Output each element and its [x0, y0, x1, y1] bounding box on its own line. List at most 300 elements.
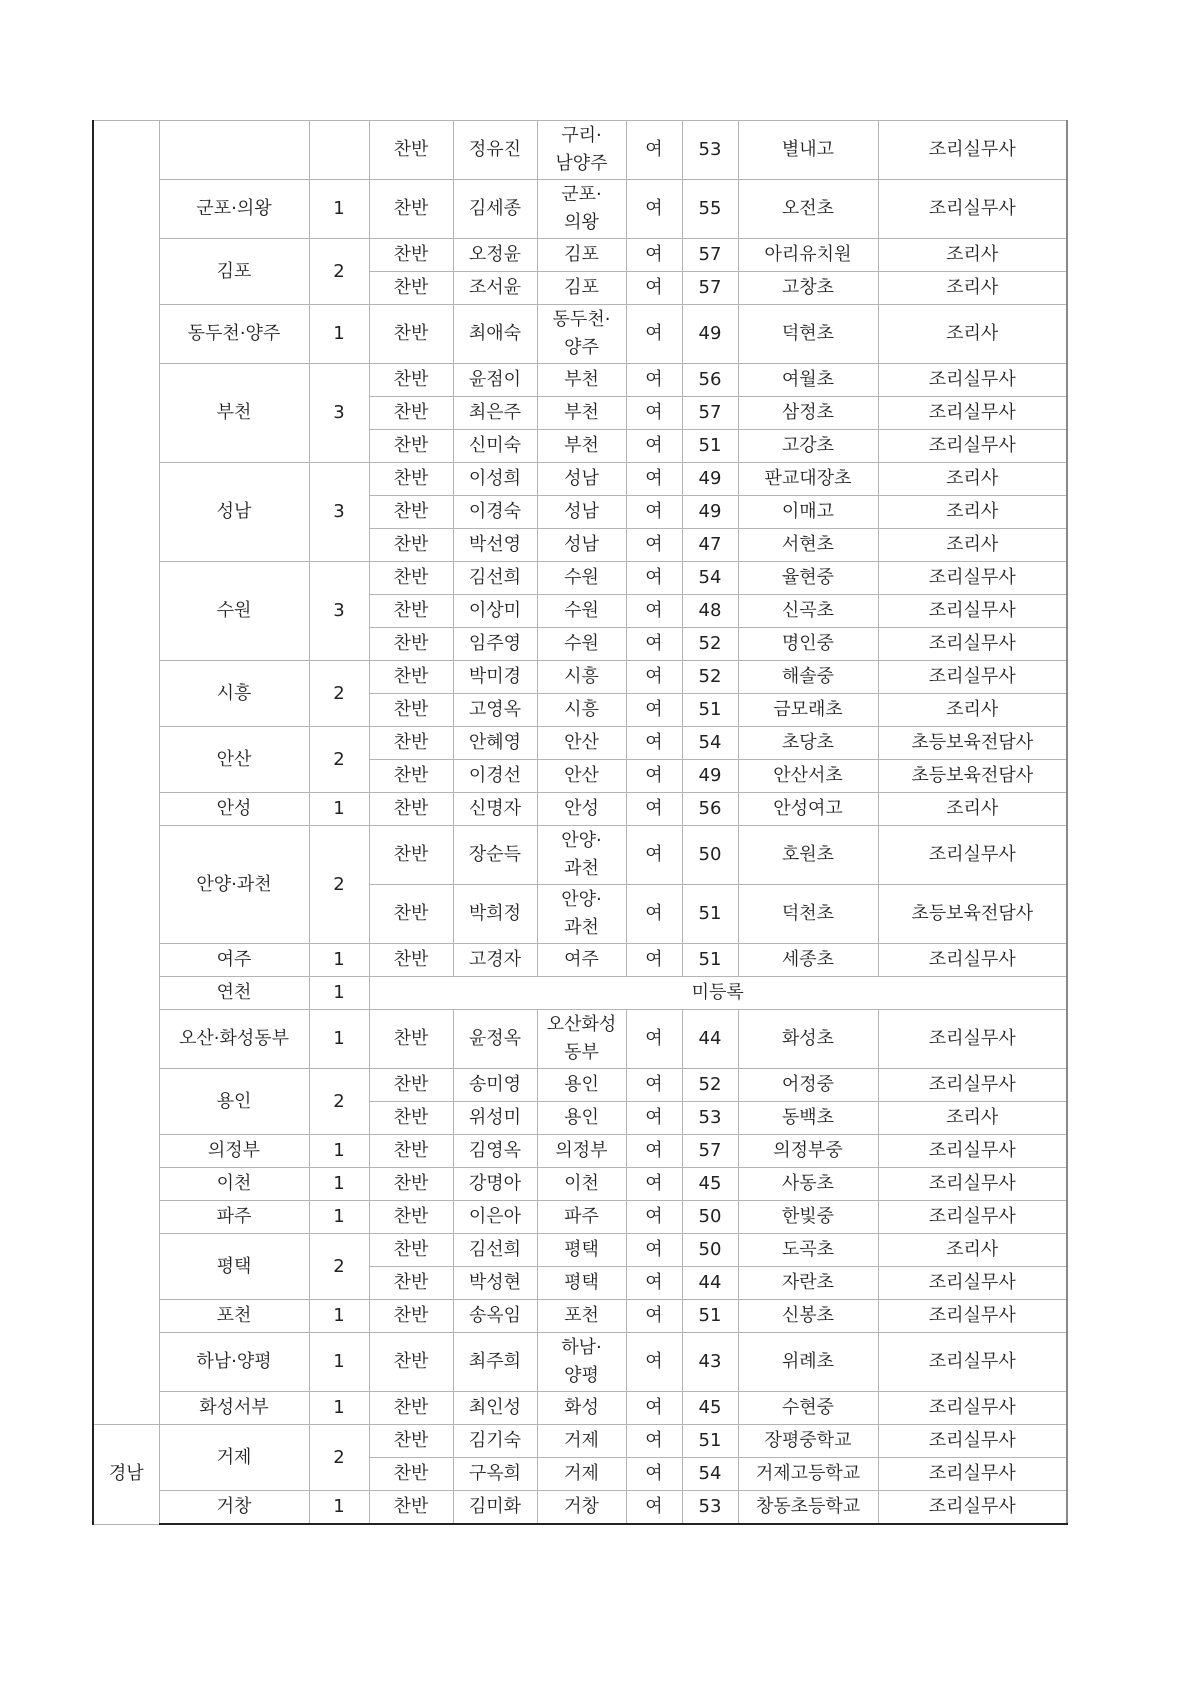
- name-cell: 최애숙: [453, 305, 537, 364]
- job-cell: 조리실무사: [878, 121, 1067, 180]
- area-cell: 김포: [159, 239, 309, 305]
- area-cell: 안성: [159, 793, 309, 826]
- name-cell: 오정윤: [453, 239, 537, 272]
- school-cell: 별내고: [738, 121, 878, 180]
- sex-cell: 여: [626, 180, 682, 239]
- age-cell: 51: [682, 1300, 738, 1333]
- branch-cell: [537, 826, 626, 885]
- table-row: [93, 180, 1067, 239]
- job-cell: 조리사: [878, 1102, 1067, 1135]
- sex-cell: 여: [626, 1234, 682, 1267]
- count-cell: 2: [309, 1069, 369, 1135]
- age-cell: 50: [682, 1201, 738, 1234]
- branch-cell: [537, 1333, 626, 1392]
- job-cell: 초등보육전담사: [878, 727, 1067, 760]
- sex-cell: 여: [626, 1425, 682, 1458]
- sex-cell: 여: [626, 694, 682, 727]
- school-cell: 사동초: [738, 1168, 878, 1201]
- school-cell: 동백초: [738, 1102, 878, 1135]
- job-cell: 조리사: [878, 463, 1067, 496]
- school-cell: 신봉초: [738, 1300, 878, 1333]
- name-cell: 박선영: [453, 529, 537, 562]
- job-cell: 조리실무사: [878, 595, 1067, 628]
- name-cell: 김선희: [453, 562, 537, 595]
- branch-cell: 부천: [537, 397, 626, 430]
- vote-type-cell: 찬반: [369, 1392, 453, 1425]
- region-cell: 경남: [93, 1425, 159, 1525]
- name-cell: 윤정옥: [453, 1010, 537, 1069]
- school-cell: 판교대장초: [738, 463, 878, 496]
- school-cell: 율현중: [738, 562, 878, 595]
- age-cell: 57: [682, 397, 738, 430]
- vote-type-cell: 찬반: [369, 305, 453, 364]
- branch-cell: [537, 180, 626, 239]
- name-cell: 신미숙: [453, 430, 537, 463]
- branch-cell-text: 안양· 과천: [561, 830, 602, 879]
- branch-cell: 여주: [537, 944, 626, 977]
- area-cell: 시흥: [159, 661, 309, 727]
- branch-cell: 안산: [537, 760, 626, 793]
- area-cell: 오산·화성동부: [159, 1010, 309, 1069]
- age-cell: 57: [682, 239, 738, 272]
- vote-type-cell: 찬반: [369, 628, 453, 661]
- sex-cell: 여: [626, 1300, 682, 1333]
- count-cell: 1: [309, 180, 369, 239]
- job-cell: 조리실무사: [878, 1425, 1067, 1458]
- table-row: [93, 1300, 1067, 1333]
- name-cell: 이경선: [453, 760, 537, 793]
- table-row: [93, 305, 1067, 364]
- area-cell: 의정부: [159, 1135, 309, 1168]
- job-cell: 조리실무사: [878, 1168, 1067, 1201]
- job-cell: 조리실무사: [878, 826, 1067, 885]
- age-cell: 57: [682, 1135, 738, 1168]
- table-row: [93, 661, 1067, 694]
- vote-type-cell: 찬반: [369, 1425, 453, 1458]
- branch-cell: [537, 121, 626, 180]
- school-cell: 수현중: [738, 1392, 878, 1425]
- sex-cell: 여: [626, 272, 682, 305]
- sex-cell: 여: [626, 826, 682, 885]
- job-cell: 조리실무사: [878, 628, 1067, 661]
- table-row: [93, 977, 1067, 1010]
- job-cell: 조리실무사: [878, 661, 1067, 694]
- count-cell: 1: [309, 1135, 369, 1168]
- sex-cell: 여: [626, 239, 682, 272]
- vote-type-cell: 찬반: [369, 364, 453, 397]
- sex-cell: 여: [626, 121, 682, 180]
- school-cell: 서현초: [738, 529, 878, 562]
- sex-cell: 여: [626, 885, 682, 944]
- name-cell: 김기숙: [453, 1425, 537, 1458]
- branch-cell: 용인: [537, 1102, 626, 1135]
- age-cell: 54: [682, 727, 738, 760]
- table-row: [93, 1010, 1067, 1069]
- sex-cell: 여: [626, 628, 682, 661]
- count-cell: 1: [309, 1010, 369, 1069]
- sex-cell: 여: [626, 1102, 682, 1135]
- count-cell: 1: [309, 1333, 369, 1392]
- age-cell: 52: [682, 628, 738, 661]
- branch-cell: 거창: [537, 1491, 626, 1525]
- vote-type-cell: 찬반: [369, 1491, 453, 1525]
- job-cell: 조리실무사: [878, 1010, 1067, 1069]
- area-cell: 화성서부: [159, 1392, 309, 1425]
- job-cell: 조리실무사: [878, 364, 1067, 397]
- branch-cell: 시흥: [537, 694, 626, 727]
- vote-type-cell: 찬반: [369, 661, 453, 694]
- job-cell: 조리실무사: [878, 1201, 1067, 1234]
- name-cell: 신명자: [453, 793, 537, 826]
- table-row: [93, 364, 1067, 397]
- age-cell: 47: [682, 529, 738, 562]
- area-cell: 부천: [159, 364, 309, 463]
- school-cell: 도곡초: [738, 1234, 878, 1267]
- vote-type-cell: 찬반: [369, 272, 453, 305]
- job-cell: 조리사: [878, 694, 1067, 727]
- school-cell: 이매고: [738, 496, 878, 529]
- vote-type-cell: 찬반: [369, 397, 453, 430]
- vote-type-cell: 찬반: [369, 1333, 453, 1392]
- sex-cell: 여: [626, 1333, 682, 1392]
- count-cell: 2: [309, 1234, 369, 1300]
- age-cell: 53: [682, 1491, 738, 1525]
- vote-type-cell: 찬반: [369, 1069, 453, 1102]
- vote-type-cell: 찬반: [369, 1300, 453, 1333]
- area-cell: 파주: [159, 1201, 309, 1234]
- branch-cell: 거제: [537, 1425, 626, 1458]
- sex-cell: 여: [626, 944, 682, 977]
- table-row: [93, 463, 1067, 496]
- count-cell: 3: [309, 364, 369, 463]
- vote-type-cell: 찬반: [369, 562, 453, 595]
- age-cell: 55: [682, 180, 738, 239]
- job-cell: 조리실무사: [878, 1069, 1067, 1102]
- sex-cell: 여: [626, 1069, 682, 1102]
- name-cell: 이경숙: [453, 496, 537, 529]
- job-cell: 조리실무사: [878, 397, 1067, 430]
- count-cell: 2: [309, 1425, 369, 1491]
- age-cell: 49: [682, 760, 738, 793]
- age-cell: 50: [682, 826, 738, 885]
- count-cell: 2: [309, 727, 369, 793]
- vote-type-cell: 찬반: [369, 1168, 453, 1201]
- school-cell: 덕현초: [738, 305, 878, 364]
- branch-cell-text: 오산화성 동부: [546, 1014, 617, 1063]
- table-row: [93, 1069, 1067, 1102]
- branch-cell: 부천: [537, 364, 626, 397]
- branch-cell: 용인: [537, 1069, 626, 1102]
- age-cell: 45: [682, 1392, 738, 1425]
- area-cell: 수원: [159, 562, 309, 661]
- name-cell: 구옥희: [453, 1458, 537, 1491]
- age-cell: 49: [682, 463, 738, 496]
- branch-cell: 파주: [537, 1201, 626, 1234]
- candidate-table-page: [92, 120, 1066, 1525]
- age-cell: 53: [682, 1102, 738, 1135]
- age-cell: 49: [682, 305, 738, 364]
- name-cell: 송미영: [453, 1069, 537, 1102]
- age-cell: 51: [682, 885, 738, 944]
- name-cell: 안혜영: [453, 727, 537, 760]
- sex-cell: 여: [626, 1392, 682, 1425]
- school-cell: 여월초: [738, 364, 878, 397]
- count-cell: 1: [309, 1491, 369, 1525]
- name-cell: 임주영: [453, 628, 537, 661]
- table-row: [93, 1425, 1067, 1458]
- age-cell: 44: [682, 1267, 738, 1300]
- school-cell: 명인중: [738, 628, 878, 661]
- sex-cell: 여: [626, 793, 682, 826]
- school-cell: 금모래초: [738, 694, 878, 727]
- branch-cell: 시흥: [537, 661, 626, 694]
- branch-cell: 포천: [537, 1300, 626, 1333]
- area-cell: 안산: [159, 727, 309, 793]
- region-cell: [93, 121, 159, 1425]
- job-cell: 초등보육전담사: [878, 760, 1067, 793]
- name-cell: 위성미: [453, 1102, 537, 1135]
- name-cell: 조서윤: [453, 272, 537, 305]
- vote-type-cell: 찬반: [369, 885, 453, 944]
- branch-cell: 김포: [537, 239, 626, 272]
- job-cell: 조리사: [878, 529, 1067, 562]
- name-cell: 고영옥: [453, 694, 537, 727]
- sex-cell: 여: [626, 595, 682, 628]
- branch-cell: 안산: [537, 727, 626, 760]
- school-cell: 안성여고: [738, 793, 878, 826]
- sex-cell: 여: [626, 364, 682, 397]
- branch-cell: 평택: [537, 1234, 626, 1267]
- count-cell: 1: [309, 1201, 369, 1234]
- table-row: [93, 944, 1067, 977]
- school-cell: 호원초: [738, 826, 878, 885]
- age-cell: 48: [682, 595, 738, 628]
- table-row: [93, 1491, 1067, 1525]
- branch-cell: 부천: [537, 430, 626, 463]
- age-cell: 52: [682, 661, 738, 694]
- branch-cell: 성남: [537, 463, 626, 496]
- job-cell: 조리실무사: [878, 944, 1067, 977]
- table-row: [93, 1333, 1067, 1392]
- vote-type-cell: 찬반: [369, 239, 453, 272]
- school-cell: 삼정초: [738, 397, 878, 430]
- table-row: [93, 826, 1067, 885]
- school-cell: 장평중학교: [738, 1425, 878, 1458]
- area-cell: 하남·양평: [159, 1333, 309, 1392]
- school-cell: 위례초: [738, 1333, 878, 1392]
- sex-cell: 여: [626, 1201, 682, 1234]
- vote-type-cell: 찬반: [369, 1201, 453, 1234]
- school-cell: 의정부중: [738, 1135, 878, 1168]
- age-cell: 51: [682, 694, 738, 727]
- table-row: [93, 562, 1067, 595]
- vote-type-cell: 찬반: [369, 1458, 453, 1491]
- age-cell: 43: [682, 1333, 738, 1392]
- school-cell: 신곡초: [738, 595, 878, 628]
- vote-type-cell: 찬반: [369, 121, 453, 180]
- area-cell: 연천: [159, 977, 309, 1010]
- sex-cell: 여: [626, 1010, 682, 1069]
- count-cell: 1: [309, 1300, 369, 1333]
- area-cell: 성남: [159, 463, 309, 562]
- vote-type-cell: 찬반: [369, 1102, 453, 1135]
- area-cell: 거제: [159, 1425, 309, 1491]
- vote-type-cell: 찬반: [369, 727, 453, 760]
- count-cell: 1: [309, 1168, 369, 1201]
- sex-cell: 여: [626, 760, 682, 793]
- name-cell: 박성현: [453, 1267, 537, 1300]
- branch-cell: 평택: [537, 1267, 626, 1300]
- area-cell: 평택: [159, 1234, 309, 1300]
- school-cell: 한빛중: [738, 1201, 878, 1234]
- age-cell: 49: [682, 496, 738, 529]
- area-cell: 포천: [159, 1300, 309, 1333]
- count-cell: 3: [309, 463, 369, 562]
- vote-type-cell: 찬반: [369, 826, 453, 885]
- job-cell: 조리실무사: [878, 180, 1067, 239]
- candidate-table: [92, 120, 1068, 1525]
- table-row: [93, 793, 1067, 826]
- name-cell: 김세종: [453, 180, 537, 239]
- name-cell: 정유진: [453, 121, 537, 180]
- age-cell: 56: [682, 793, 738, 826]
- area-cell: 군포·의왕: [159, 180, 309, 239]
- name-cell: 이성희: [453, 463, 537, 496]
- count-cell: 1: [309, 977, 369, 1010]
- school-cell: 자란초: [738, 1267, 878, 1300]
- school-cell: 덕천초: [738, 885, 878, 944]
- name-cell: 최은주: [453, 397, 537, 430]
- sex-cell: 여: [626, 1458, 682, 1491]
- age-cell: 56: [682, 364, 738, 397]
- name-cell: 송옥임: [453, 1300, 537, 1333]
- job-cell: 조리사: [878, 496, 1067, 529]
- branch-cell: 이천: [537, 1168, 626, 1201]
- job-cell: 조리사: [878, 239, 1067, 272]
- age-cell: 54: [682, 562, 738, 595]
- area-cell: 거창: [159, 1491, 309, 1525]
- name-cell: 최주희: [453, 1333, 537, 1392]
- branch-cell: 화성: [537, 1392, 626, 1425]
- name-cell: 박미경: [453, 661, 537, 694]
- vote-type-cell: 찬반: [369, 529, 453, 562]
- job-cell: 조리사: [878, 1234, 1067, 1267]
- branch-cell-text: 동두천· 양주: [552, 309, 611, 358]
- name-cell: 김영옥: [453, 1135, 537, 1168]
- branch-cell-text: 군포· 의왕: [561, 184, 602, 233]
- vote-type-cell: 찬반: [369, 180, 453, 239]
- sex-cell: 여: [626, 1267, 682, 1300]
- branch-cell: 김포: [537, 272, 626, 305]
- school-cell: 창동초등학교: [738, 1491, 878, 1525]
- name-cell: 김미화: [453, 1491, 537, 1525]
- table-row: [93, 1201, 1067, 1234]
- vote-type-cell: 찬반: [369, 1135, 453, 1168]
- school-cell: 안산서초: [738, 760, 878, 793]
- branch-cell: 거제: [537, 1458, 626, 1491]
- age-cell: 44: [682, 1010, 738, 1069]
- branch-cell: 안성: [537, 793, 626, 826]
- age-cell: 45: [682, 1168, 738, 1201]
- count-cell: 3: [309, 562, 369, 661]
- school-cell: 고창초: [738, 272, 878, 305]
- job-cell: 조리실무사: [878, 1267, 1067, 1300]
- name-cell: 최인성: [453, 1392, 537, 1425]
- job-cell: 조리실무사: [878, 1333, 1067, 1392]
- branch-cell-text: 구리· 남양주: [555, 125, 608, 174]
- table-row: [93, 1135, 1067, 1168]
- sex-cell: 여: [626, 1168, 682, 1201]
- unregistered-cell: 미등록: [369, 977, 1067, 1010]
- table-row: [93, 121, 1067, 180]
- name-cell: 이은아: [453, 1201, 537, 1234]
- branch-cell: 성남: [537, 529, 626, 562]
- vote-type-cell: 찬반: [369, 496, 453, 529]
- school-cell: 해솔중: [738, 661, 878, 694]
- sex-cell: 여: [626, 529, 682, 562]
- age-cell: 51: [682, 430, 738, 463]
- table-row: [93, 1168, 1067, 1201]
- name-cell: 윤점이: [453, 364, 537, 397]
- job-cell: 조리사: [878, 305, 1067, 364]
- sex-cell: 여: [626, 496, 682, 529]
- job-cell: 조리실무사: [878, 430, 1067, 463]
- school-cell: 오전초: [738, 180, 878, 239]
- branch-cell: 수원: [537, 628, 626, 661]
- table-row: [93, 239, 1067, 272]
- table-row: [93, 727, 1067, 760]
- job-cell: 조리실무사: [878, 1300, 1067, 1333]
- vote-type-cell: 찬반: [369, 430, 453, 463]
- area-cell: 용인: [159, 1069, 309, 1135]
- branch-cell: [537, 1010, 626, 1069]
- area-cell: [159, 121, 309, 180]
- name-cell: 김선희: [453, 1234, 537, 1267]
- count-cell: 2: [309, 826, 369, 944]
- name-cell: 이상미: [453, 595, 537, 628]
- vote-type-cell: 찬반: [369, 463, 453, 496]
- name-cell: 강명아: [453, 1168, 537, 1201]
- count-cell: 1: [309, 305, 369, 364]
- vote-type-cell: 찬반: [369, 1010, 453, 1069]
- sex-cell: 여: [626, 1135, 682, 1168]
- vote-type-cell: 찬반: [369, 760, 453, 793]
- area-cell: 이천: [159, 1168, 309, 1201]
- vote-type-cell: 찬반: [369, 793, 453, 826]
- table-row: [93, 1234, 1067, 1267]
- sex-cell: 여: [626, 463, 682, 496]
- area-cell: 안양·과천: [159, 826, 309, 944]
- branch-cell: 성남: [537, 496, 626, 529]
- name-cell: 장순득: [453, 826, 537, 885]
- school-cell: 아리유치원: [738, 239, 878, 272]
- job-cell: 초등보육전담사: [878, 885, 1067, 944]
- count-cell: 1: [309, 793, 369, 826]
- branch-cell-text: 하남· 양평: [561, 1337, 602, 1386]
- branch-cell: 수원: [537, 562, 626, 595]
- job-cell: 조리실무사: [878, 562, 1067, 595]
- sex-cell: 여: [626, 430, 682, 463]
- table-row: [93, 1392, 1067, 1425]
- name-cell: 고경자: [453, 944, 537, 977]
- job-cell: 조리실무사: [878, 1491, 1067, 1525]
- job-cell: 조리실무사: [878, 1135, 1067, 1168]
- age-cell: 53: [682, 121, 738, 180]
- count-cell: 1: [309, 944, 369, 977]
- branch-cell: [537, 305, 626, 364]
- area-cell: 여주: [159, 944, 309, 977]
- age-cell: 51: [682, 1425, 738, 1458]
